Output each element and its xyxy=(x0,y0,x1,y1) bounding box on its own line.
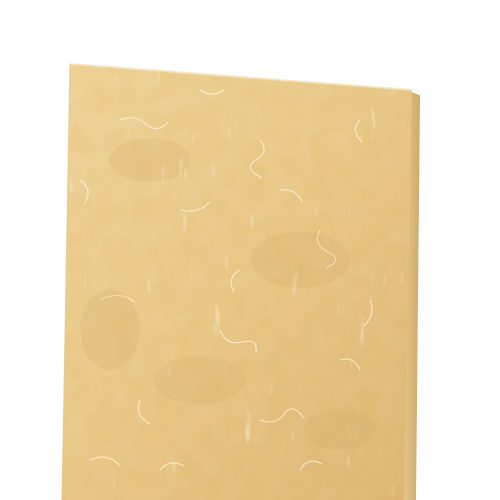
felt-face xyxy=(40,50,440,500)
